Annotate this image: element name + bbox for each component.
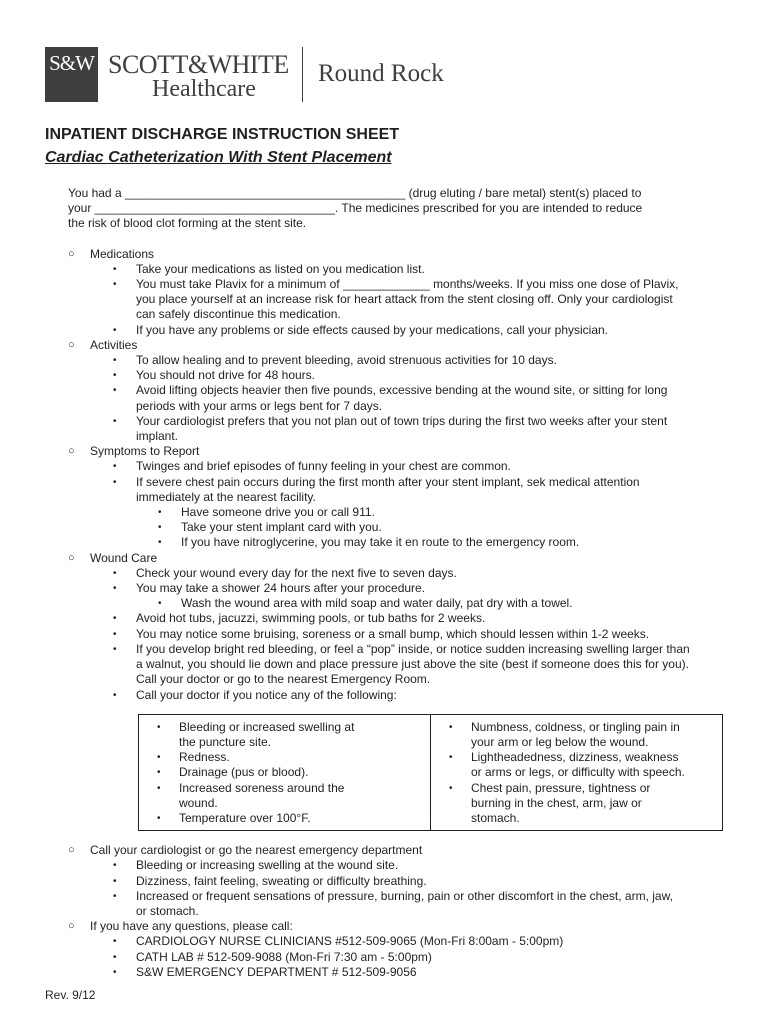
bullet-icon: • bbox=[113, 628, 117, 640]
bullet-icon: • bbox=[157, 782, 161, 794]
circle-bullet-icon: ○ bbox=[68, 445, 75, 458]
bullet-icon: • bbox=[113, 385, 117, 397]
box-item-line: stomach. bbox=[471, 810, 520, 825]
circle-bullet-icon: ○ bbox=[68, 338, 75, 351]
section-heading-label: Medications bbox=[90, 246, 155, 261]
list-item-line: You should not drive for 48 hours. bbox=[136, 368, 316, 383]
box-item-line: Drainage (pus or blood). bbox=[179, 765, 309, 780]
box-item-line: Lightheadedness, dizziness, weakness bbox=[471, 750, 679, 765]
bullet-icon: • bbox=[113, 613, 117, 625]
box-item bbox=[431, 750, 714, 780]
bullet-icon: • bbox=[113, 370, 117, 382]
revision-label: Rev. 9/12 bbox=[45, 988, 96, 1002]
bullet-icon: • bbox=[157, 812, 161, 824]
list-item bbox=[68, 688, 728, 703]
instruction-sections bbox=[68, 247, 728, 703]
bullet-icon: • bbox=[113, 875, 117, 887]
list-item-line: CARDIOLOGY NURSE CLINICIANS #512-509-9065 (Mon-Fri 8:00am - 5:00pm) bbox=[136, 934, 564, 949]
bullet-icon: • bbox=[113, 461, 117, 473]
list-item-line: or stomach. bbox=[136, 903, 199, 918]
bullet-icon: • bbox=[113, 643, 117, 655]
section-heading-label: Call your cardiologist or go the nearest emergency department bbox=[90, 843, 423, 858]
bullet-icon: • bbox=[158, 537, 162, 549]
list-item-line: Your cardiologist prefers that you not plan out of town trips during the first two weeks after your stent bbox=[136, 413, 668, 428]
box-item-line: the puncture site. bbox=[179, 734, 272, 749]
bullet-icon: • bbox=[113, 583, 117, 595]
section-heading bbox=[68, 444, 728, 459]
section-heading-label: If you have any questions, please call: bbox=[90, 919, 293, 934]
bullet-icon: • bbox=[157, 721, 161, 733]
list-item-line: S&W EMERGENCY DEPARTMENT # 512-509-9056 bbox=[136, 964, 417, 979]
list-item-line: To allow healing and to prevent bleeding, avoid strenuous activities for 10 days. bbox=[136, 353, 557, 368]
box-item-line: Temperature over 100°F. bbox=[179, 810, 311, 825]
list-item-line: Check your wound every day for the next five to seven days. bbox=[136, 565, 457, 580]
list-item-line: If you have nitroglycerine, you may take it en route to the emergency room. bbox=[181, 535, 580, 550]
warning-signs-right-column bbox=[430, 715, 722, 830]
box-item-line: wound. bbox=[179, 795, 218, 810]
box-item-line: Numbness, coldness, or tingling pain in bbox=[471, 719, 680, 734]
bullet-icon: • bbox=[113, 263, 117, 275]
box-item-line: burning in the chest, arm, jaw or bbox=[471, 795, 642, 810]
intro-paragraph bbox=[68, 186, 728, 232]
bullet-icon: • bbox=[158, 598, 162, 610]
circle-bullet-icon: ○ bbox=[68, 247, 75, 260]
bullet-icon: • bbox=[449, 752, 453, 764]
list-item bbox=[68, 383, 728, 413]
emergency-sections bbox=[68, 843, 728, 980]
list-item-line: Increased or frequent sensations of pressure, burning, pain or other discomfort in the chest, arm, jaw, bbox=[136, 888, 673, 903]
list-item bbox=[68, 611, 728, 626]
logo-mark: S&W bbox=[45, 47, 98, 102]
list-item-line: Wash the wound area with mild soap and water daily, pat dry with a towel. bbox=[181, 596, 573, 611]
list-item-line: If you have any problems or side effects caused by your medications, call your physician. bbox=[136, 322, 609, 337]
bullet-icon: • bbox=[113, 476, 117, 488]
section-heading bbox=[68, 551, 728, 566]
brand-name: SCOTT&WHITE bbox=[108, 50, 289, 79]
brand-location: Round Rock bbox=[318, 60, 444, 87]
list-item bbox=[68, 520, 728, 535]
section-heading bbox=[68, 919, 728, 934]
bullet-icon: • bbox=[113, 355, 117, 367]
list-item-line: implant. bbox=[136, 429, 179, 444]
list-item bbox=[68, 566, 728, 581]
intro-line: the risk of blood clot forming at the stent site. bbox=[68, 216, 307, 231]
box-item-line: your arm or leg below the wound. bbox=[471, 734, 649, 749]
box-item bbox=[139, 811, 422, 826]
bullet-icon: • bbox=[113, 951, 117, 963]
list-item-line: Call your doctor or go to the nearest Emergency Room. bbox=[136, 672, 431, 687]
box-item-line: or arms or legs, or difficulty with speech. bbox=[471, 765, 685, 780]
box-item-line: Redness. bbox=[179, 750, 230, 765]
list-item-line: periods with your arms or legs bent for 7 days. bbox=[136, 398, 383, 413]
box-item-line: Bleeding or increased swelling at bbox=[179, 719, 355, 734]
section-heading bbox=[68, 843, 728, 858]
circle-bullet-icon: ○ bbox=[68, 551, 75, 564]
bullet-icon: • bbox=[113, 689, 117, 701]
list-item-line: Dizziness, faint feeling, sweating or difficulty breathing. bbox=[136, 873, 427, 888]
box-item-line: Chest pain, pressure, tightness or bbox=[471, 780, 651, 795]
bullet-icon: • bbox=[113, 279, 117, 291]
list-item-line: You may take a shower 24 hours after your procedure. bbox=[136, 581, 426, 596]
list-item bbox=[68, 627, 728, 642]
list-item bbox=[68, 581, 728, 596]
list-item-line: Avoid lifting objects heavier then five pounds, excessive bending at the wound site, or sitting for long bbox=[136, 383, 668, 398]
bullet-icon: • bbox=[113, 415, 117, 427]
list-item-line: a walnut, you should lie down and place pressure just above the site (best if someone does this for you). bbox=[136, 657, 689, 672]
circle-bullet-icon: ○ bbox=[68, 920, 75, 933]
bullet-icon: • bbox=[157, 752, 161, 764]
intro-line: You had a __________________________________________ (drug eluting / bare metal) stent(s) placed to bbox=[68, 186, 642, 200]
bullet-icon: • bbox=[113, 966, 117, 978]
list-item-line: can safely discontinue this medication. bbox=[136, 307, 341, 322]
bullet-icon: • bbox=[113, 890, 117, 902]
box-item bbox=[431, 720, 714, 750]
list-item-line: If severe chest pain occurs during the first month after your stent implant, sek medical attention bbox=[136, 474, 640, 489]
document-title: INPATIENT DISCHARGE INSTRUCTION SHEET bbox=[45, 126, 400, 143]
bullet-icon: • bbox=[157, 767, 161, 779]
bullet-icon: • bbox=[449, 721, 453, 733]
section-heading-label: Symptoms to Report bbox=[90, 444, 200, 459]
box-item bbox=[431, 781, 714, 827]
list-item-line: Call your doctor if you notice any of the following: bbox=[136, 687, 397, 702]
list-item bbox=[68, 535, 728, 550]
warning-signs-box bbox=[138, 714, 723, 831]
bullet-icon: • bbox=[113, 936, 117, 948]
section-heading-label: Activities bbox=[90, 337, 138, 352]
list-item bbox=[68, 596, 728, 611]
bullet-icon: • bbox=[158, 522, 162, 534]
bullet-icon: • bbox=[113, 567, 117, 579]
list-item bbox=[68, 889, 728, 919]
bullet-icon: • bbox=[113, 324, 117, 336]
list-item-line: immediately at the nearest facility. bbox=[136, 489, 316, 504]
list-item bbox=[68, 505, 728, 520]
list-item-line: Take your medications as listed on you medication list. bbox=[136, 261, 425, 276]
section-heading bbox=[68, 338, 728, 353]
list-item-line: CATH LAB # 512-509-9088 (Mon-Fri 7:30 am - 5:00pm) bbox=[136, 949, 432, 964]
list-item bbox=[68, 277, 728, 323]
list-item-line: Avoid hot tubs, jacuzzi, swimming pools, or tub baths for 2 weeks. bbox=[136, 611, 486, 626]
list-item bbox=[68, 934, 728, 949]
list-item bbox=[68, 642, 728, 688]
document-body bbox=[68, 186, 728, 980]
list-item bbox=[68, 368, 728, 383]
list-item-line: Twinges and brief episodes of funny feeling in your chest are common. bbox=[136, 459, 511, 474]
list-item bbox=[68, 414, 728, 444]
list-item-line: Bleeding or increasing swelling at the wound site. bbox=[136, 858, 399, 873]
box-item bbox=[139, 765, 422, 780]
list-item-line: You must take Plavix for a minimum of _____________ months/weeks. If you miss one dose of Plavix, bbox=[136, 277, 679, 292]
section-heading-label: Wound Care bbox=[90, 550, 158, 565]
box-item bbox=[139, 720, 422, 750]
section-heading bbox=[68, 247, 728, 262]
bullet-icon: • bbox=[158, 507, 162, 519]
list-item-line: If you develop bright red bleeding, or feel a “pop” inside, or notice sudden increasing swelling larger than bbox=[136, 641, 690, 656]
list-item-line: Take your stent implant card with you. bbox=[181, 520, 382, 535]
list-item bbox=[68, 353, 728, 368]
bullet-icon: • bbox=[449, 782, 453, 794]
document-subtitle: Cardiac Catheterization With Stent Placement bbox=[45, 149, 392, 166]
box-item bbox=[139, 750, 422, 765]
list-item bbox=[68, 459, 728, 474]
brand-divider bbox=[302, 47, 303, 102]
circle-bullet-icon: ○ bbox=[68, 844, 75, 857]
list-item bbox=[68, 262, 728, 277]
list-item-line: you place yourself at an increase risk for heart attack from the stent closing off. Only your cardiologist bbox=[136, 292, 673, 307]
list-item bbox=[68, 874, 728, 889]
list-item bbox=[68, 475, 728, 505]
box-item bbox=[139, 781, 422, 811]
list-item bbox=[68, 950, 728, 965]
brand-subname: Healthcare bbox=[152, 76, 256, 102]
list-item bbox=[68, 323, 728, 338]
list-item-line: Have someone drive you or call 911. bbox=[181, 505, 375, 520]
list-item bbox=[68, 965, 728, 980]
list-item-line: You may notice some bruising, soreness or a small bump, which should lessen within 1-2 weeks. bbox=[136, 626, 650, 641]
box-item-line: Increased soreness around the bbox=[179, 780, 345, 795]
intro-line: your ____________________________________. The medicines prescribed for you are intended to reduce bbox=[68, 201, 643, 216]
list-item bbox=[68, 858, 728, 873]
warning-signs-left-column bbox=[139, 715, 430, 830]
bullet-icon: • bbox=[113, 860, 117, 872]
